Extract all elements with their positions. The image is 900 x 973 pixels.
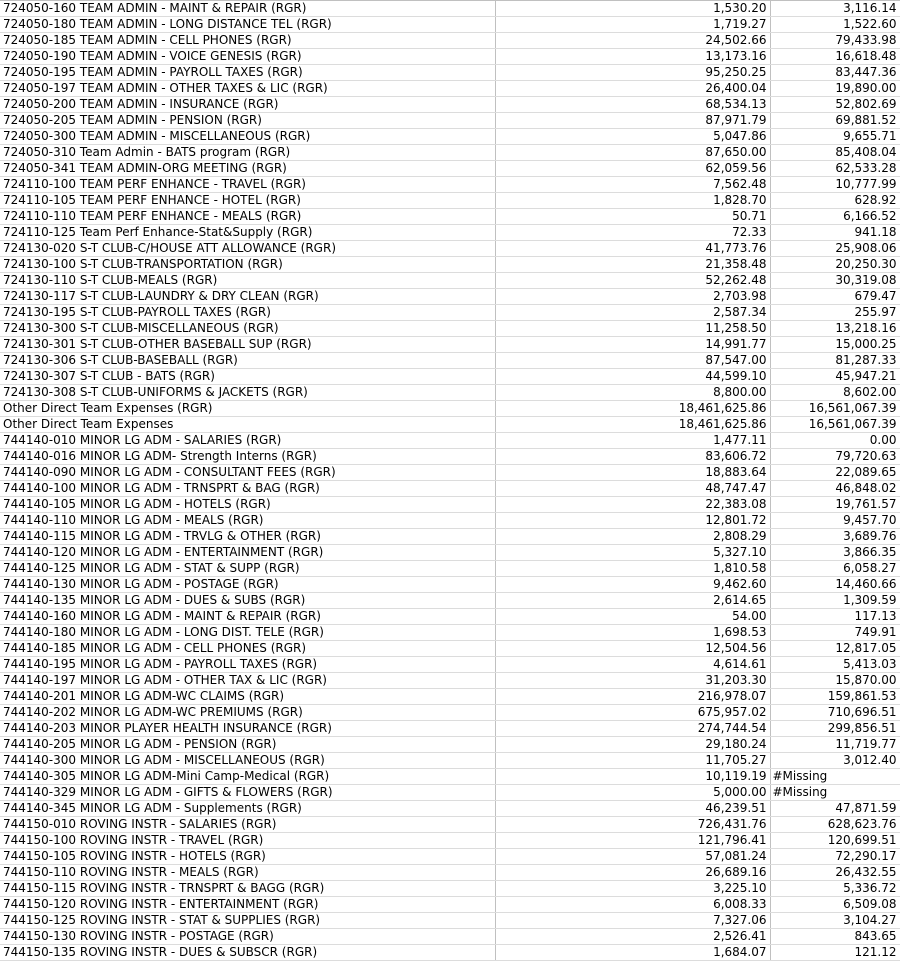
value-column-2-cell[interactable]: 16,618.48 <box>770 49 900 65</box>
value-column-2-cell[interactable]: 69,881.52 <box>770 113 900 129</box>
account-name-cell[interactable]: 724130-306 S-T CLUB-BASEBALL (RGR) <box>0 353 495 369</box>
table-row[interactable] <box>0 209 900 225</box>
table-row[interactable] <box>0 49 900 65</box>
table-row[interactable] <box>0 593 900 609</box>
value-column-1-cell[interactable]: 26,689.16 <box>495 865 770 881</box>
account-name-cell[interactable]: 724110-110 TEAM PERF ENHANCE - MEALS (RGR) <box>0 209 495 225</box>
table-row[interactable] <box>0 33 900 49</box>
value-column-1-cell[interactable]: 41,773.76 <box>495 241 770 257</box>
value-column-1-cell[interactable]: 7,562.48 <box>495 177 770 193</box>
value-column-2-cell[interactable]: 46,848.02 <box>770 481 900 497</box>
account-name-cell[interactable]: 744140-329 MINOR LG ADM - GIFTS & FLOWERS (RGR) <box>0 785 495 801</box>
value-column-2-cell[interactable]: 710,696.51 <box>770 705 900 721</box>
value-column-1-cell[interactable]: 54.00 <box>495 609 770 625</box>
value-column-1-cell[interactable]: 1,719.27 <box>495 17 770 33</box>
table-row[interactable] <box>0 449 900 465</box>
table-row[interactable] <box>0 305 900 321</box>
value-column-2-cell[interactable]: 121.12 <box>770 945 900 961</box>
value-column-2-cell[interactable]: 6,166.52 <box>770 209 900 225</box>
value-column-1-cell[interactable]: 2,614.65 <box>495 593 770 609</box>
value-column-2-cell[interactable]: 628,623.76 <box>770 817 900 833</box>
account-name-cell[interactable]: 724130-117 S-T CLUB-LAUNDRY & DRY CLEAN (RGR) <box>0 289 495 305</box>
table-row[interactable] <box>0 97 900 113</box>
table-row[interactable] <box>0 113 900 129</box>
value-column-1-cell[interactable]: 5,327.10 <box>495 545 770 561</box>
value-column-2-cell[interactable]: 3,866.35 <box>770 545 900 561</box>
account-name-cell[interactable]: 744140-016 MINOR LG ADM- Strength Interns (RGR) <box>0 449 495 465</box>
account-name-cell[interactable]: 724050-310 Team Admin - BATS program (RGR) <box>0 145 495 161</box>
table-row[interactable] <box>0 337 900 353</box>
value-column-2-cell[interactable]: 22,089.65 <box>770 465 900 481</box>
table-row[interactable] <box>0 241 900 257</box>
value-column-2-cell[interactable]: 16,561,067.39 <box>770 401 900 417</box>
table-row[interactable] <box>0 369 900 385</box>
value-column-2-cell[interactable]: 843.65 <box>770 929 900 945</box>
account-name-cell[interactable]: 724050-300 TEAM ADMIN - MISCELLANEOUS (RGR) <box>0 129 495 145</box>
account-name-cell[interactable]: 744150-115 ROVING INSTR - TRNSPRT & BAGG (RGR) <box>0 881 495 897</box>
account-name-cell[interactable]: 744140-300 MINOR LG ADM - MISCELLANEOUS (RGR) <box>0 753 495 769</box>
value-column-2-cell[interactable]: 72,290.17 <box>770 849 900 865</box>
account-name-cell[interactable]: 724050-200 TEAM ADMIN - INSURANCE (RGR) <box>0 97 495 113</box>
table-row[interactable] <box>0 1 900 17</box>
value-column-1-cell[interactable]: 1,530.20 <box>495 1 770 17</box>
value-column-2-cell[interactable]: 15,870.00 <box>770 673 900 689</box>
account-name-cell[interactable]: 724110-100 TEAM PERF ENHANCE - TRAVEL (RGR) <box>0 177 495 193</box>
value-column-1-cell[interactable]: 31,203.30 <box>495 673 770 689</box>
table-row[interactable] <box>0 129 900 145</box>
table-row[interactable] <box>0 673 900 689</box>
value-column-1-cell[interactable]: 87,971.79 <box>495 113 770 129</box>
value-column-1-cell[interactable]: 22,383.08 <box>495 497 770 513</box>
value-column-1-cell[interactable]: 12,504.56 <box>495 641 770 657</box>
value-column-2-cell[interactable]: 16,561,067.39 <box>770 417 900 433</box>
value-column-2-cell[interactable]: 749.91 <box>770 625 900 641</box>
account-name-cell[interactable]: 724050-197 TEAM ADMIN - OTHER TAXES & LIC (RGR) <box>0 81 495 97</box>
value-column-2-cell[interactable]: 3,104.27 <box>770 913 900 929</box>
value-column-1-cell[interactable]: 11,705.27 <box>495 753 770 769</box>
table-row[interactable] <box>0 145 900 161</box>
account-name-cell[interactable]: 724110-125 Team Perf Enhance-Stat&Supply (RGR) <box>0 225 495 241</box>
value-column-1-cell[interactable]: 87,547.00 <box>495 353 770 369</box>
value-column-2-cell[interactable]: 255.97 <box>770 305 900 321</box>
value-column-2-cell[interactable]: 9,655.71 <box>770 129 900 145</box>
table-row[interactable] <box>0 353 900 369</box>
table-row[interactable] <box>0 177 900 193</box>
value-column-2-cell[interactable]: 26,432.55 <box>770 865 900 881</box>
table-row[interactable] <box>0 913 900 929</box>
value-column-1-cell[interactable]: 14,991.77 <box>495 337 770 353</box>
account-name-cell[interactable]: 744140-205 MINOR LG ADM - PENSION (RGR) <box>0 737 495 753</box>
table-row[interactable] <box>0 577 900 593</box>
table-row[interactable] <box>0 65 900 81</box>
value-column-1-cell[interactable]: 48,747.47 <box>495 481 770 497</box>
value-column-2-cell[interactable]: 3,012.40 <box>770 753 900 769</box>
table-row[interactable] <box>0 833 900 849</box>
value-column-1-cell[interactable]: 72.33 <box>495 225 770 241</box>
account-name-cell[interactable]: 744150-125 ROVING INSTR - STAT & SUPPLIES (RGR) <box>0 913 495 929</box>
table-row[interactable] <box>0 753 900 769</box>
table-row[interactable] <box>0 641 900 657</box>
value-column-2-cell[interactable]: 15,000.25 <box>770 337 900 353</box>
value-column-1-cell[interactable]: 57,081.24 <box>495 849 770 865</box>
value-column-1-cell[interactable]: 5,047.86 <box>495 129 770 145</box>
value-column-1-cell[interactable]: 95,250.25 <box>495 65 770 81</box>
value-column-1-cell[interactable]: 1,698.53 <box>495 625 770 641</box>
table-row[interactable] <box>0 897 900 913</box>
table-row[interactable] <box>0 513 900 529</box>
account-name-cell[interactable]: Other Direct Team Expenses <box>0 417 495 433</box>
account-name-cell[interactable]: 744140-100 MINOR LG ADM - TRNSPRT & BAG (RGR) <box>0 481 495 497</box>
value-column-2-cell[interactable]: 3,116.14 <box>770 1 900 17</box>
value-column-1-cell[interactable]: 1,828.70 <box>495 193 770 209</box>
table-row[interactable] <box>0 721 900 737</box>
value-column-2-cell[interactable]: 79,433.98 <box>770 33 900 49</box>
value-column-2-cell[interactable]: 30,319.08 <box>770 273 900 289</box>
table-row[interactable] <box>0 273 900 289</box>
value-column-2-cell[interactable]: 13,218.16 <box>770 321 900 337</box>
account-name-cell[interactable]: 744150-010 ROVING INSTR - SALARIES (RGR) <box>0 817 495 833</box>
table-row[interactable] <box>0 945 900 961</box>
account-name-cell[interactable]: 744150-100 ROVING INSTR - TRAVEL (RGR) <box>0 833 495 849</box>
account-name-cell[interactable]: 724050-160 TEAM ADMIN - MAINT & REPAIR (RGR) <box>0 1 495 17</box>
table-row[interactable] <box>0 433 900 449</box>
value-column-1-cell[interactable]: 13,173.16 <box>495 49 770 65</box>
value-column-2-cell[interactable]: 52,802.69 <box>770 97 900 113</box>
table-row[interactable] <box>0 465 900 481</box>
value-column-1-cell[interactable]: 18,461,625.86 <box>495 401 770 417</box>
table-row[interactable] <box>0 289 900 305</box>
account-name-cell[interactable]: 724050-205 TEAM ADMIN - PENSION (RGR) <box>0 113 495 129</box>
account-name-cell[interactable]: 744140-110 MINOR LG ADM - MEALS (RGR) <box>0 513 495 529</box>
value-column-2-cell[interactable]: 8,602.00 <box>770 385 900 401</box>
value-column-2-cell[interactable]: 20,250.30 <box>770 257 900 273</box>
value-column-2-cell[interactable]: 83,447.36 <box>770 65 900 81</box>
value-column-2-cell[interactable]: 79,720.63 <box>770 449 900 465</box>
account-name-cell[interactable]: 724050-185 TEAM ADMIN - CELL PHONES (RGR) <box>0 33 495 49</box>
value-column-2-cell[interactable]: 3,689.76 <box>770 529 900 545</box>
table-row[interactable] <box>0 417 900 433</box>
account-name-cell[interactable]: 744140-115 MINOR LG ADM - TRVLG & OTHER (RGR) <box>0 529 495 545</box>
value-column-2-cell[interactable]: 6,509.08 <box>770 897 900 913</box>
value-column-2-cell[interactable]: 9,457.70 <box>770 513 900 529</box>
value-column-2-cell[interactable]: 1,522.60 <box>770 17 900 33</box>
account-name-cell[interactable]: 724050-190 TEAM ADMIN - VOICE GENESIS (RGR) <box>0 49 495 65</box>
value-column-2-cell[interactable]: 5,336.72 <box>770 881 900 897</box>
account-name-cell[interactable]: 744140-345 MINOR LG ADM - Supplements (RGR) <box>0 801 495 817</box>
value-column-1-cell[interactable]: 11,258.50 <box>495 321 770 337</box>
account-name-cell[interactable]: 724050-180 TEAM ADMIN - LONG DISTANCE TEL (RGR) <box>0 17 495 33</box>
value-column-1-cell[interactable]: 1,810.58 <box>495 561 770 577</box>
table-row[interactable] <box>0 321 900 337</box>
value-column-1-cell[interactable]: 121,796.41 <box>495 833 770 849</box>
table-row[interactable] <box>0 865 900 881</box>
table-row[interactable] <box>0 529 900 545</box>
account-name-cell[interactable]: 744140-197 MINOR LG ADM - OTHER TAX & LIC (RGR) <box>0 673 495 689</box>
table-row[interactable] <box>0 609 900 625</box>
value-column-2-cell[interactable]: 19,890.00 <box>770 81 900 97</box>
table-row[interactable] <box>0 881 900 897</box>
table-row[interactable] <box>0 801 900 817</box>
value-column-2-cell[interactable]: 1,309.59 <box>770 593 900 609</box>
account-name-cell[interactable]: 724130-307 S-T CLUB - BATS (RGR) <box>0 369 495 385</box>
value-column-2-cell[interactable]: 45,947.21 <box>770 369 900 385</box>
table-row[interactable] <box>0 193 900 209</box>
table-row[interactable] <box>0 737 900 753</box>
account-name-cell[interactable]: 744140-125 MINOR LG ADM - STAT & SUPP (RGR) <box>0 561 495 577</box>
table-row[interactable] <box>0 849 900 865</box>
table-row[interactable] <box>0 17 900 33</box>
table-row[interactable] <box>0 785 900 801</box>
value-column-1-cell[interactable]: 2,808.29 <box>495 529 770 545</box>
value-column-1-cell[interactable]: 29,180.24 <box>495 737 770 753</box>
account-name-cell[interactable]: 744140-105 MINOR LG ADM - HOTELS (RGR) <box>0 497 495 513</box>
value-column-2-cell[interactable]: #Missing <box>770 769 900 785</box>
value-column-1-cell[interactable]: 18,883.64 <box>495 465 770 481</box>
table-row[interactable] <box>0 545 900 561</box>
value-column-1-cell[interactable]: 24,502.66 <box>495 33 770 49</box>
table-row[interactable] <box>0 81 900 97</box>
account-name-cell[interactable]: 724130-020 S-T CLUB-C/HOUSE ATT ALLOWANCE (RGR) <box>0 241 495 257</box>
value-column-2-cell[interactable]: 10,777.99 <box>770 177 900 193</box>
account-name-cell[interactable]: 744140-195 MINOR LG ADM - PAYROLL TAXES (RGR) <box>0 657 495 673</box>
value-column-2-cell[interactable]: 19,761.57 <box>770 497 900 513</box>
value-column-1-cell[interactable]: 50.71 <box>495 209 770 225</box>
account-name-cell[interactable]: 724110-105 TEAM PERF ENHANCE - HOTEL (RGR) <box>0 193 495 209</box>
table-row[interactable] <box>0 929 900 945</box>
table-row[interactable] <box>0 625 900 641</box>
table-row[interactable] <box>0 385 900 401</box>
value-column-2-cell[interactable]: 85,408.04 <box>770 145 900 161</box>
table-row[interactable] <box>0 657 900 673</box>
value-column-1-cell[interactable]: 8,800.00 <box>495 385 770 401</box>
table-row[interactable] <box>0 817 900 833</box>
value-column-2-cell[interactable]: 159,861.53 <box>770 689 900 705</box>
value-column-1-cell[interactable]: 216,978.07 <box>495 689 770 705</box>
value-column-1-cell[interactable]: 2,587.34 <box>495 305 770 321</box>
account-name-cell[interactable]: 744150-135 ROVING INSTR - DUES & SUBSCR (RGR) <box>0 945 495 961</box>
value-column-1-cell[interactable]: 21,358.48 <box>495 257 770 273</box>
table-row[interactable] <box>0 161 900 177</box>
value-column-2-cell[interactable]: 47,871.59 <box>770 801 900 817</box>
table-row[interactable] <box>0 481 900 497</box>
value-column-2-cell[interactable]: #Missing <box>770 785 900 801</box>
value-column-2-cell[interactable]: 120,699.51 <box>770 833 900 849</box>
value-column-1-cell[interactable]: 10,119.19 <box>495 769 770 785</box>
table-row[interactable] <box>0 497 900 513</box>
value-column-1-cell[interactable]: 12,801.72 <box>495 513 770 529</box>
value-column-2-cell[interactable]: 941.18 <box>770 225 900 241</box>
value-column-1-cell[interactable]: 52,262.48 <box>495 273 770 289</box>
account-name-cell[interactable]: Other Direct Team Expenses (RGR) <box>0 401 495 417</box>
account-name-cell[interactable]: 744140-305 MINOR LG ADM-Mini Camp-Medical (RGR) <box>0 769 495 785</box>
account-name-cell[interactable]: 724050-195 TEAM ADMIN - PAYROLL TAXES (RGR) <box>0 65 495 81</box>
value-column-1-cell[interactable]: 7,327.06 <box>495 913 770 929</box>
value-column-1-cell[interactable]: 26,400.04 <box>495 81 770 97</box>
value-column-1-cell[interactable]: 1,684.07 <box>495 945 770 961</box>
value-column-1-cell[interactable]: 18,461,625.86 <box>495 417 770 433</box>
table-row[interactable] <box>0 561 900 577</box>
expense-table-body <box>0 1 900 961</box>
value-column-2-cell[interactable]: 117.13 <box>770 609 900 625</box>
value-column-1-cell[interactable]: 62,059.56 <box>495 161 770 177</box>
account-name-cell[interactable]: 724050-341 TEAM ADMIN-ORG MEETING (RGR) <box>0 161 495 177</box>
value-column-2-cell[interactable]: 62,533.28 <box>770 161 900 177</box>
account-name-cell[interactable]: 744150-120 ROVING INSTR - ENTERTAINMENT (RGR) <box>0 897 495 913</box>
value-column-1-cell[interactable]: 274,744.54 <box>495 721 770 737</box>
table-row[interactable] <box>0 769 900 785</box>
value-column-2-cell[interactable]: 679.47 <box>770 289 900 305</box>
account-name-cell[interactable]: 744140-120 MINOR LG ADM - ENTERTAINMENT (RGR) <box>0 545 495 561</box>
value-column-2-cell[interactable]: 12,817.05 <box>770 641 900 657</box>
value-column-2-cell[interactable]: 25,908.06 <box>770 241 900 257</box>
value-column-2-cell[interactable]: 11,719.77 <box>770 737 900 753</box>
table-row[interactable] <box>0 401 900 417</box>
table-row[interactable] <box>0 689 900 705</box>
account-name-cell[interactable]: 724130-110 S-T CLUB-MEALS (RGR) <box>0 273 495 289</box>
account-name-cell[interactable]: 744140-090 MINOR LG ADM - CONSULTANT FEES (RGR) <box>0 465 495 481</box>
account-name-cell[interactable]: 744150-130 ROVING INSTR - POSTAGE (RGR) <box>0 929 495 945</box>
value-column-1-cell[interactable]: 44,599.10 <box>495 369 770 385</box>
account-name-cell[interactable]: 724130-300 S-T CLUB-MISCELLANEOUS (RGR) <box>0 321 495 337</box>
account-name-cell[interactable]: 744140-160 MINOR LG ADM - MAINT & REPAIR (RGR) <box>0 609 495 625</box>
value-column-1-cell[interactable]: 3,225.10 <box>495 881 770 897</box>
account-name-cell[interactable]: 744140-010 MINOR LG ADM - SALARIES (RGR) <box>0 433 495 449</box>
value-column-1-cell[interactable]: 726,431.76 <box>495 817 770 833</box>
table-row[interactable] <box>0 225 900 241</box>
value-column-2-cell[interactable]: 5,413.03 <box>770 657 900 673</box>
value-column-2-cell[interactable]: 6,058.27 <box>770 561 900 577</box>
account-name-cell[interactable]: 744140-130 MINOR LG ADM - POSTAGE (RGR) <box>0 577 495 593</box>
account-name-cell[interactable]: 744150-110 ROVING INSTR - MEALS (RGR) <box>0 865 495 881</box>
account-name-cell[interactable]: 744140-202 MINOR LG ADM-WC PREMIUMS (RGR) <box>0 705 495 721</box>
value-column-2-cell[interactable]: 14,460.66 <box>770 577 900 593</box>
value-column-1-cell[interactable]: 1,477.11 <box>495 433 770 449</box>
value-column-1-cell[interactable]: 46,239.51 <box>495 801 770 817</box>
value-column-1-cell[interactable]: 2,526.41 <box>495 929 770 945</box>
account-name-cell[interactable]: 724130-308 S-T CLUB-UNIFORMS & JACKETS (RGR) <box>0 385 495 401</box>
account-name-cell[interactable]: 724130-195 S-T CLUB-PAYROLL TAXES (RGR) <box>0 305 495 321</box>
value-column-1-cell[interactable]: 2,703.98 <box>495 289 770 305</box>
value-column-1-cell[interactable]: 68,534.13 <box>495 97 770 113</box>
account-name-cell[interactable]: 744140-135 MINOR LG ADM - DUES & SUBS (RGR) <box>0 593 495 609</box>
value-column-1-cell[interactable]: 4,614.61 <box>495 657 770 673</box>
value-column-2-cell[interactable]: 628.92 <box>770 193 900 209</box>
account-name-cell[interactable]: 724130-301 S-T CLUB-OTHER BASEBALL SUP (RGR) <box>0 337 495 353</box>
account-name-cell[interactable]: 744150-105 ROVING INSTR - HOTELS (RGR) <box>0 849 495 865</box>
value-column-2-cell[interactable]: 0.00 <box>770 433 900 449</box>
table-row[interactable] <box>0 705 900 721</box>
value-column-1-cell[interactable]: 675,957.02 <box>495 705 770 721</box>
table-row[interactable] <box>0 257 900 273</box>
account-name-cell[interactable]: 724130-100 S-T CLUB-TRANSPORTATION (RGR) <box>0 257 495 273</box>
account-name-cell[interactable]: 744140-185 MINOR LG ADM - CELL PHONES (RGR) <box>0 641 495 657</box>
value-column-1-cell[interactable]: 6,008.33 <box>495 897 770 913</box>
account-name-cell[interactable]: 744140-180 MINOR LG ADM - LONG DIST. TELE (RGR) <box>0 625 495 641</box>
account-name-cell[interactable]: 744140-201 MINOR LG ADM-WC CLAIMS (RGR) <box>0 689 495 705</box>
value-column-2-cell[interactable]: 299,856.51 <box>770 721 900 737</box>
value-column-1-cell[interactable]: 83,606.72 <box>495 449 770 465</box>
value-column-1-cell[interactable]: 9,462.60 <box>495 577 770 593</box>
value-column-1-cell[interactable]: 87,650.00 <box>495 145 770 161</box>
account-name-cell[interactable]: 744140-203 MINOR PLAYER HEALTH INSURANCE (RGR) <box>0 721 495 737</box>
value-column-1-cell[interactable]: 5,000.00 <box>495 785 770 801</box>
value-column-2-cell[interactable]: 81,287.33 <box>770 353 900 369</box>
